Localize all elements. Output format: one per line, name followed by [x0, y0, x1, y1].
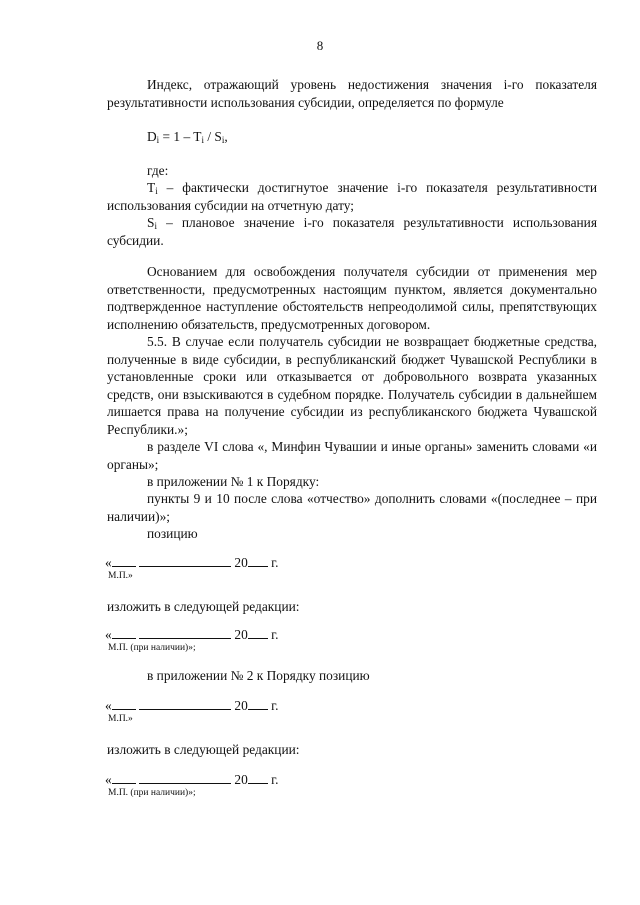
signature-line: « 20 г. [105, 627, 279, 642]
restate-line-1: изложить в следующей редакции: [107, 599, 300, 614]
where-label: где: [147, 163, 169, 178]
seal-mark: М.П.» [108, 714, 133, 724]
force-majeure-paragraph: Основанием для освобождения получателя субсидии от применения мер ответственности, предусмотренных настоящим пунктом, является документально подтвержденное наступление обстоятельств непреодолимой силы, препятствующих исполнению обязательств, предусмотренных договором. [107, 264, 597, 332]
section-vi-paragraph: в разделе VI слова «, Минфин Чувашии и иные органы» заменить словами «и органы»; [107, 439, 597, 472]
seal-mark: М.П. (при наличии)»; [108, 788, 196, 798]
restate-line-2: изложить в следующей редакции: [107, 742, 300, 757]
signature-line: « 20 г. [105, 555, 279, 570]
points-9-10-paragraph: пункты 9 и 10 после слова «отчество» дополнить словами «(последнее – при наличии)»; [107, 491, 597, 524]
seal-mark: М.П.» [108, 571, 133, 581]
appendix-2-line: в приложении № 2 к Порядку позицию [147, 668, 370, 683]
signature-line: « 20 г. [105, 698, 279, 713]
definition-t: $T_i$ – фактически достигнутое значение i-го показателя результативности использования субсидии на отчетную дату; [107, 180, 597, 213]
formula: $D_i = 1 - T_i / S_i$, [147, 129, 228, 145]
index-intro-paragraph: Индекс, отражающий уровень недостижения значения i-го показателя результативности использования субсидии, определяется по формуле [107, 77, 597, 110]
seal-mark: М.П. (при наличии)»; [108, 643, 196, 653]
signature-line: « 20 г. [105, 772, 279, 787]
page-number: 8 [316, 38, 324, 53]
definition-s: $S_i$ – плановое значение i-го показателя результативности использования субсидии. [107, 215, 597, 248]
clause-5-5-paragraph: 5.5. В случае если получатель субсидии не возвращает бюджетные средства, полученные в виде субсидии, в республиканский бюджет Чувашской Республики в установленные сроки или отказывается от добровольного возврата указанных средств, они взыскиваются в судебном порядке. Получатель субсидии в дальнейшем лишается права на получение субсидии из республиканского бюджета Чувашской Республики.»; [107, 334, 597, 437]
appendix-1-line: в приложении № 1 к Порядку: [147, 474, 320, 489]
position-label: позицию [147, 526, 198, 541]
